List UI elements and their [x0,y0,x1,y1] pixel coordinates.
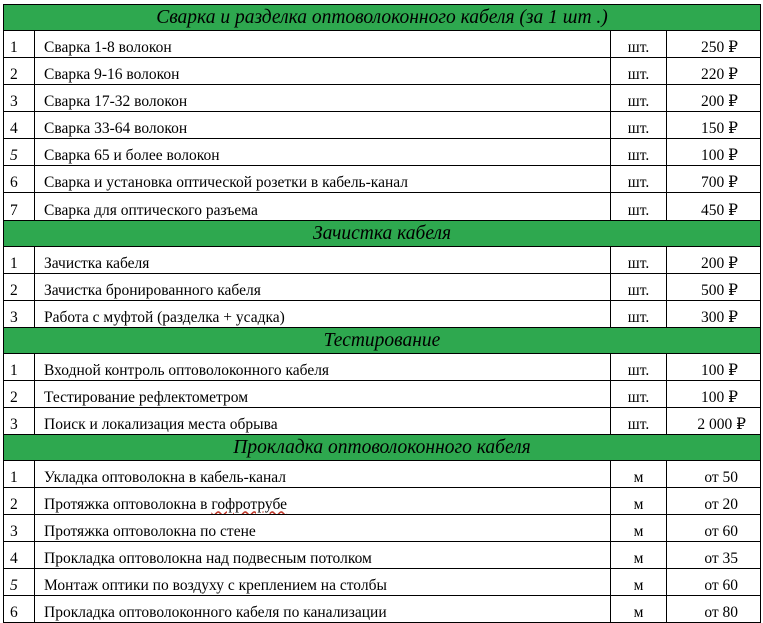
service-name-text: Протяжка оптоволокна в [44,495,212,513]
table-row [4,247,761,274]
service-name: Зачистка кабеля [35,247,611,274]
row-number: 6 [4,596,35,623]
price-cell: от 80 [667,596,761,623]
service-name: Работа с муфтой (разделка + усадка) [35,301,611,328]
section-title: Сварка и разделка оптоволоконного кабеля (за 1 шт .) [4,5,761,31]
section-title: Зачистка кабеля [4,221,761,247]
unit-cell: шт. [611,112,667,139]
row-number: 4 [4,542,35,569]
service-name: Прокладка оптоволоконного кабеля по канализации [35,596,611,623]
service-name: Сварка 1-8 волокон [35,31,611,58]
row-number: 1 [4,31,35,58]
unit-cell: м [611,515,667,542]
table-row [4,274,761,301]
section-title: Тестирование [4,328,761,354]
table-row [4,354,761,381]
row-number: 3 [4,408,35,435]
price-cell: 100 ₽ [667,139,761,166]
row-number: 6 [4,166,35,193]
unit-cell: шт. [611,381,667,408]
service-name: Укладка оптоволокна в кабель-канал [35,461,611,488]
price-cell: от 35 [667,542,761,569]
table-row [4,112,761,139]
row-number: 3 [4,515,35,542]
row-number: 5 [4,139,35,166]
unit-cell: шт. [611,247,667,274]
service-name: Входной контроль оптоволоконного кабеля [35,354,611,381]
table-row [4,166,761,193]
price-cell: от 20 [667,488,761,515]
row-number: 3 [4,85,35,112]
table-row [4,596,761,623]
price-cell: 150 ₽ [667,112,761,139]
unit-cell: шт. [611,166,667,193]
service-name: Поиск и локализация места обрыва [35,408,611,435]
section-header [4,5,761,31]
price-cell: 100 ₽ [667,354,761,381]
price-cell: от 50 [667,461,761,488]
unit-cell: м [611,488,667,515]
table-row [4,85,761,112]
service-name: Сварка и установка оптической розетки в кабель-канал [35,166,611,193]
service-name: Сварка 33-64 волокон [35,112,611,139]
table-row [4,301,761,328]
row-number: 3 [4,301,35,328]
table-row [4,193,761,221]
service-name: Сварка 9-16 волокон [35,58,611,85]
spellcheck-marked-word: гофротрубе [211,495,288,513]
price-table [3,4,761,623]
table-row [4,408,761,435]
table-row [4,488,761,515]
price-cell: 450 ₽ [667,193,761,221]
unit-cell: шт. [611,354,667,381]
price-cell: 250 ₽ [667,31,761,58]
table-row [4,461,761,488]
table-row [4,515,761,542]
service-name: Зачистка бронированного кабеля [35,274,611,301]
unit-cell: м [611,569,667,596]
service-name: Сварка для оптического разъема [35,193,611,221]
price-cell: 500 ₽ [667,274,761,301]
section-title: Прокладка оптоволоконного кабеля [4,435,761,461]
section-header [4,328,761,354]
unit-cell: шт. [611,58,667,85]
unit-cell: шт. [611,301,667,328]
row-number: 5 [4,569,35,596]
service-name: Прокладка оптоволокна над подвесным потолком [35,542,611,569]
unit-cell: шт. [611,193,667,221]
unit-cell: м [611,596,667,623]
price-cell: от 60 [667,569,761,596]
service-name: Монтаж оптики по воздуху с креплением на столбы [35,569,611,596]
table-row [4,542,761,569]
price-cell: 300 ₽ [667,301,761,328]
unit-cell: шт. [611,408,667,435]
unit-cell: м [611,461,667,488]
table-row [4,569,761,596]
table-row [4,381,761,408]
row-number: 1 [4,461,35,488]
unit-cell: шт. [611,85,667,112]
row-number: 7 [4,193,35,221]
table-row [4,58,761,85]
row-number: 1 [4,354,35,381]
service-name: Тестирование рефлектометром [35,381,611,408]
unit-cell: м [611,542,667,569]
price-cell: 700 ₽ [667,166,761,193]
table-row [4,31,761,58]
row-number: 4 [4,112,35,139]
table-row [4,139,761,166]
section-header [4,221,761,247]
price-cell: 200 ₽ [667,247,761,274]
unit-cell: шт. [611,274,667,301]
row-number: 2 [4,488,35,515]
price-cell: 200 ₽ [667,85,761,112]
section-header [4,435,761,461]
row-number: 2 [4,274,35,301]
row-number: 1 [4,247,35,274]
price-cell: 2 000 ₽ [667,408,761,435]
service-name [35,488,611,515]
price-cell: 100 ₽ [667,381,761,408]
row-number: 2 [4,58,35,85]
price-cell: 220 ₽ [667,58,761,85]
service-name: Сварка 17-32 волокон [35,85,611,112]
service-name: Сварка 65 и более волокон [35,139,611,166]
unit-cell: шт. [611,31,667,58]
unit-cell: шт. [611,139,667,166]
row-number: 2 [4,381,35,408]
price-cell: от 60 [667,515,761,542]
service-name: Протяжка оптоволокна по стене [35,515,611,542]
